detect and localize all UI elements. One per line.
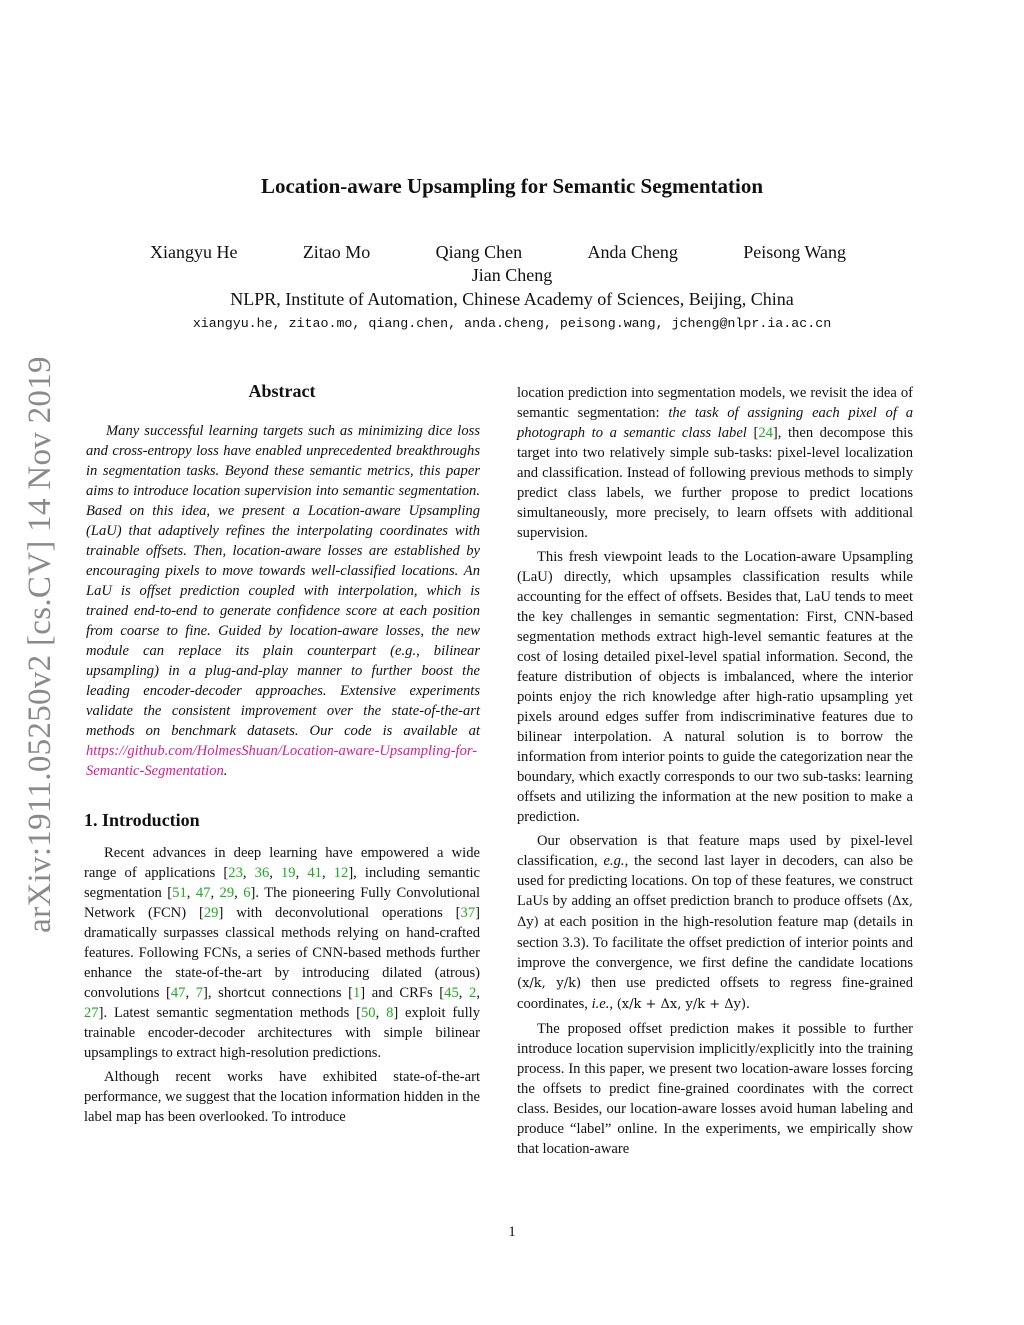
affiliation: NLPR, Institute of Automation, Chinese Academy of Sciences, Beijing, China <box>230 289 794 309</box>
text: , <box>609 996 617 1012</box>
citation-link[interactable]: 36 <box>254 865 270 881</box>
intro-paragraph-2: Although recent works have exhibited state-of-the-art performance, we suggest that the location information hidden in the label map has been overlooked. To introduce <box>84 1069 480 1125</box>
citation-link[interactable]: 24 <box>758 425 773 441</box>
arxiv-identifier <box>14 348 66 940</box>
citation-link[interactable]: 47 <box>195 885 211 901</box>
citation-link[interactable]: 2 <box>469 985 477 1001</box>
author: Anda Cheng <box>587 242 678 262</box>
citation-link[interactable]: 19 <box>281 865 296 881</box>
body-paragraph <box>517 831 913 1015</box>
text: ], shortcut connections [ <box>203 985 353 1001</box>
text: ] and CRFs [ <box>360 985 445 1001</box>
intro-paragraph-1: Recent advances in deep learning have empowered a wide range of applications [23, 36, 19, 41, 12], including semantic segmentation [51, 47, 29, 6]. The pioneering Fully Convolutional Network (FCN) [29] with deconvolutional operations [37] dramatically surpasses classical methods relying on hand-crafted features. Following FCNs, a series of CNN-based methods further enhance the state-of-the-art by introducing dilated (atrous) convolutions [47, 7], shortcut connections [1] and CRFs [45, 2, 27]. Latest semantic segmentation methods [50, 8] exploit fully trainable encoder-decoder architectures with simple bilinear upsamplings to extract high-resolution predictions. <box>84 845 481 1061</box>
emphasis-text: e.g. <box>603 853 625 869</box>
text: Recent advances in deep learning have empowered a wide range of applications [ <box>84 845 480 881</box>
arxiv-identifier-text: arXiv:1911.05250v2 [cs.CV] 14 Nov 2019 <box>21 355 58 933</box>
text: then use predicted offsets to regress fine-grained coordinates, <box>517 975 914 1012</box>
text: , the second last layer in decoders, can also be used for predicting locations. On top of these features, we construct LaUs by adding an offset prediction branch to produce offsets <box>517 853 914 909</box>
body-paragraph <box>517 383 913 543</box>
code-repository-link[interactable]: https://github.com/HolmesShuan/Location-aware-Upsampling-for-Semantic-Segmentation <box>86 743 478 779</box>
text: location prediction into segmentation models, we revisit the idea of semantic segmentation: <box>517 385 913 421</box>
citation-link[interactable]: 12 <box>333 865 349 881</box>
abstract-end: . <box>223 763 228 779</box>
author: Qiang Chen <box>435 242 523 262</box>
citation-link[interactable]: 8 <box>386 1005 394 1021</box>
author-emails: xiangyu.he, zitao.mo, qiang.chen, anda.cheng, peisong.wang, jcheng@nlpr.ia.ac.cn <box>192 316 832 331</box>
citation-link[interactable]: 29 <box>219 885 235 901</box>
math-expression: (x/k, y/k) <box>517 976 582 991</box>
author-list <box>150 242 846 263</box>
text: at each position in the high-resolution feature map (details in section 3.3). To facilitate the offset prediction of interior points and improve the convergence, we first define the candidate locations <box>517 914 913 971</box>
author: Xiangyu He <box>150 242 238 262</box>
citation-link[interactable]: 45 <box>444 985 459 1001</box>
text: [ <box>746 425 759 441</box>
author: Peisong Wang <box>743 242 846 262</box>
section-heading-introduction: 1. Introduction <box>84 810 200 830</box>
text: ], then decompose this target into two relatively simple sub-tasks: pixel-level localization and classification. Instead of following previous methods to simply predict class labels, we further propose to predict locations simultaneously, more precisely, to learn offsets with additional supervision. <box>517 425 913 541</box>
text: . <box>746 996 750 1012</box>
text: ] exploit fully trainable encoder-decoder architectures with simple bilinear upsamplings to extract high-resolution predictions. <box>84 1005 480 1061</box>
citation-link[interactable]: 47 <box>170 985 186 1001</box>
citation-link[interactable]: 1 <box>352 985 361 1001</box>
citation-link[interactable]: 51 <box>172 885 187 901</box>
abstract-heading: Abstract <box>248 381 316 401</box>
text: ] with deconvolutional operations [ <box>218 905 461 921</box>
citation-link[interactable]: 23 <box>228 865 243 881</box>
page-number: 1 <box>508 1224 516 1240</box>
text: ]. Latest semantic segmentation methods [ <box>98 1005 361 1021</box>
emphasis-text: the task of assigning each pixel of a photograph to a semantic class label <box>517 405 913 441</box>
citation-link[interactable]: 7 <box>195 985 204 1001</box>
emphasis-text: i.e. <box>591 996 610 1012</box>
text: Our observation is that feature maps used by pixel-level classification, <box>517 833 913 869</box>
abstract-body <box>84 421 480 781</box>
math-expression: (Δx, Δy) <box>517 894 913 930</box>
citation-link[interactable]: 29 <box>203 905 219 921</box>
citation-link[interactable]: 41 <box>307 865 322 881</box>
author: Jian Cheng <box>471 265 553 285</box>
citation-link[interactable]: 50 <box>360 1005 376 1021</box>
paper-title: Location-aware Upsampling for Semantic Segmentation <box>260 174 764 198</box>
abstract-text: Many successful learning targets such as minimizing dice loss and cross-entropy loss have enabled unprecedented breakthroughs in segmentation tasks. Beyond these semantic metrics, this paper aims to introduce location supervision into semantic segmentation. Based on this idea, we present a Location-aware Upsampling (LaU) that adaptively refines the interpolating coordinates with trainable offsets. Then, location-aware losses are established by encouraging pixels to move towards well-classified locations. An LaU is offset prediction coupled with interpolation, which is trained end-to-end to generate confidence score at each position from coarse to fine. Guided by location-aware losses, the new module can replace its plain counterpart (e.g., bilinear upsampling) in a plug-and-play manner to further boost the leading encoder-decoder approaches. Extensive experiments validate the consistent improvement over the state-of-the-art methods on benchmark datasets. Our code is available at <box>86 423 480 739</box>
text: ]. The pioneering Fully Convolutional Network (FCN) [ <box>84 885 481 921</box>
citation-link[interactable]: 37 <box>460 905 476 921</box>
body-paragraph: The proposed offset prediction makes it possible to further introduce location supervision implicitly/explicitly into the training process. In this paper, we present two location-aware losses forcing the offsets to predict fine-grained coordinates with the correct class. Besides, our location-aware losses avoid human labeling and produce “label” online. In the experiments, we empirically show that location-aware <box>517 1021 913 1157</box>
math-expression: (x/k + Δx, y/k + Δy) <box>616 997 747 1012</box>
text: ], including semantic segmentation [ <box>84 865 481 901</box>
citation-link[interactable]: 27 <box>84 1005 99 1021</box>
left-column <box>84 380 480 1131</box>
text: ] dramatically surpasses classical methods relying on hand-crafted features. Following FCNs, a series of CNN-based methods further enhance the state-of-the-art by introducing dilated (atrous) convolutions [ <box>84 905 480 1001</box>
citation-link[interactable]: 6 <box>243 885 251 901</box>
body-paragraph: This fresh viewpoint leads to the Location-aware Upsampling (LaU) directly, which upsamples classification results while accounting for the effect of offsets. Besides that, LaU tends to meet the key challenges in semantic segmentation: First, CNN-based segmentation methods extract high-level semantic features at the cost of losing detailed pixel-level spatial information. Second, the feature distribution of objects is imbalanced, where the interior points enjoy the rich knowledge after high-ratio upsampling yet pixels around edges suffer from indiscriminative features due to bilinear interpolation. A natural solution is to borrow the information from interior points to guide the categorization near the boundary, which exactly corresponds to our two sub-tasks: learning offsets and utilizing the information at the new position to make a prediction. <box>517 549 913 825</box>
right-column <box>517 383 913 1163</box>
author: Zitao Mo <box>302 242 371 262</box>
